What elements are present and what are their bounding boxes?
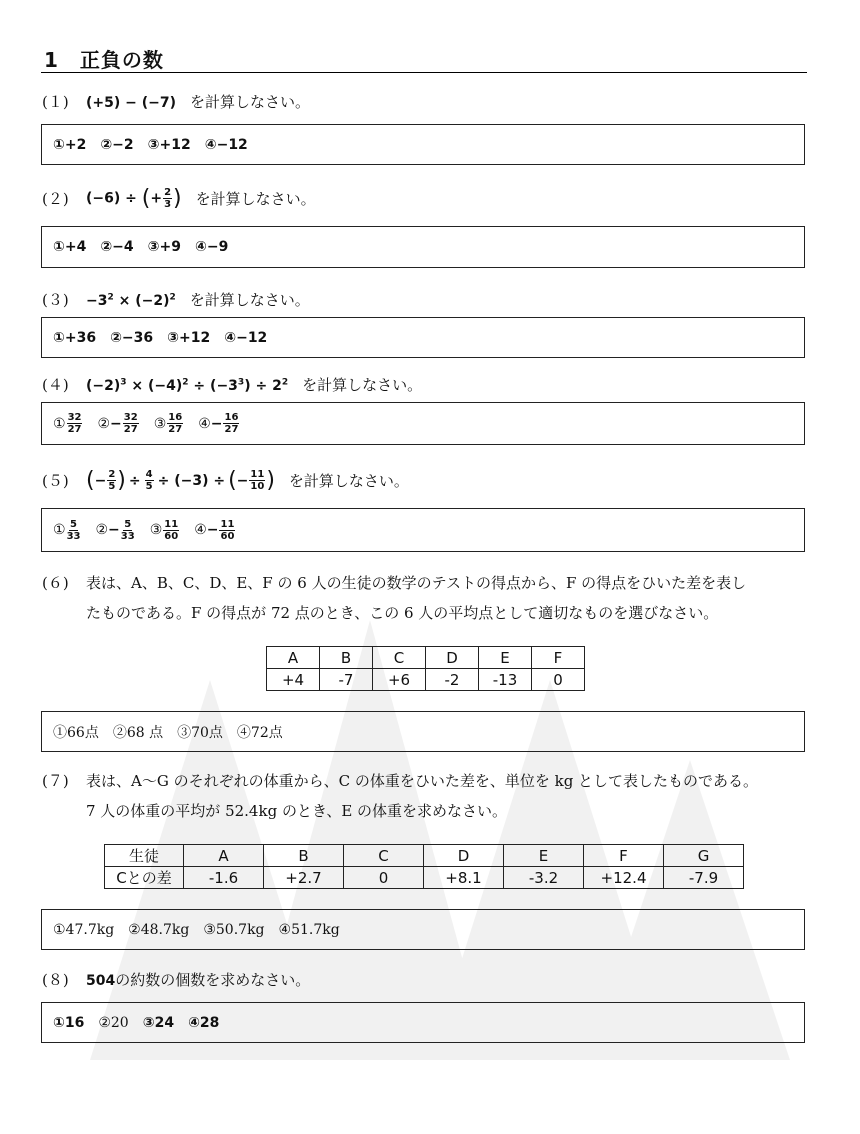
- q8-option-4[interactable]: ④28: [188, 1014, 220, 1031]
- q5-answer-box: [41, 508, 805, 552]
- q6-option-3[interactable]: ③70点: [177, 724, 223, 741]
- q5-option-1[interactable]: ① $\frac{5}{33}$: [53, 518, 81, 542]
- q8-answer-box: [41, 1002, 805, 1043]
- q7-answer-box: [41, 909, 805, 950]
- q1-answer-box: [41, 124, 805, 165]
- q7-option-2[interactable]: ②48.7kg: [128, 921, 190, 938]
- q3-expression: $-3^2 \times (-2)^2$: [86, 292, 176, 309]
- question-5: (５) ( − $\frac{2}{5}$ ) ÷ $\frac{4}{5}$ ÷ (−3) ÷ ( − $\frac{11}{10}$ ) を計算しなさい。: [42, 468, 409, 493]
- q3-answer-box: [41, 317, 805, 358]
- question-7: (７) 表は、A～G のそれぞれの体重から、C の体重をひいた差を、単位を kg として表したものである。 7 人の体重の平均が 52.4kg のとき、E の体重を求めなさい。: [42, 766, 812, 826]
- q6-option-2[interactable]: ②68 点: [112, 724, 164, 741]
- q7-option-3[interactable]: ③50.7kg: [203, 921, 265, 938]
- question-3: $(3) -3^2 \times (-2)^2$ を計算しなさい。: [42, 291, 310, 309]
- q8-option-2[interactable]: ②20: [98, 1014, 129, 1031]
- q6-score-table: [266, 646, 585, 691]
- q2-expression: (−6) ÷ (+ $\frac{2}{3}$ ): [86, 186, 182, 211]
- table-row: A B C D E F: [267, 647, 585, 669]
- q7-option-4[interactable]: ④51.7kg: [278, 921, 340, 938]
- q6-text-line2: たものである。F の得点が 72 点のとき、この 6 人の平均点として適切なものを選びなさい。: [86, 604, 719, 622]
- q1-option-1[interactable]: ①+2: [53, 136, 87, 153]
- q2-option-2[interactable]: ②−4: [100, 239, 134, 255]
- q4-option-3[interactable]: ③ $\frac{16}{27}$: [153, 412, 183, 435]
- q7-text-line2: 7 人の体重の平均が 52.4kg のとき、E の体重を求めなさい。: [86, 802, 508, 820]
- q4-option-4[interactable]: ④ − $\frac{16}{27}$: [198, 412, 239, 435]
- q6-text-line1: 表は、A、B、C、D、E、F の 6 人の生徒の数学のテストの得点から、F の得点をひいた差を表し: [86, 574, 747, 592]
- q7-option-1[interactable]: ①47.7kg: [53, 921, 115, 938]
- q3-option-2[interactable]: ②−36: [110, 329, 154, 346]
- question-1: (１) (+5) − (−7) を計算しなさい。: [42, 93, 311, 111]
- q8-option-1[interactable]: ①16: [53, 1014, 85, 1031]
- q3-option-1[interactable]: ①+36: [53, 329, 97, 346]
- q4-option-2[interactable]: ② − $\frac{32}{27}$: [97, 412, 138, 435]
- q4-option-1[interactable]: ① $\frac{32}{27}$: [53, 412, 82, 435]
- question-6: (６) 表は、A、B、C、D、E、F の 6 人の生徒の数学のテストの得点から、F の得点をひいた差を表し たものである。F の得点が 72 点のとき、この 6 人の平均点として適切なものを選びなさい。: [42, 568, 812, 628]
- table-row: Cとの差 -1.6 +2.7 0 +8.1 -3.2 +12.4 -7.9: [105, 867, 744, 889]
- q2-option-4[interactable]: ④−9: [194, 239, 229, 255]
- q5-option-3[interactable]: ③ $\frac{11}{60}$: [149, 518, 179, 542]
- q4-expression: $(-2)^3 \times (-4)^2 \div (-3^3) \div 2^2$: [86, 377, 289, 394]
- q2-answer-box: [41, 226, 805, 268]
- q1-option-2[interactable]: ②−2: [100, 136, 134, 153]
- question-8: (８) 504の約数の個数を求めなさい。: [42, 971, 311, 989]
- section-title: 1 正負の数: [44, 48, 164, 72]
- q1-option-4[interactable]: ④−12: [204, 136, 248, 153]
- q5-expression: ( − $\frac{2}{5}$ ) ÷ $\frac{4}{5}$ ÷ (−3) ÷ ( − $\frac{11}{10}$ ): [86, 468, 275, 493]
- q1-expression: (+5) − (−7): [86, 95, 177, 111]
- q6-answer-box: [41, 711, 805, 752]
- q8-option-3[interactable]: ③24: [142, 1014, 175, 1031]
- q6-option-4[interactable]: ④72点: [236, 724, 283, 741]
- q6-option-1[interactable]: ①66点: [53, 724, 99, 741]
- q3-option-3[interactable]: ③+12: [167, 329, 211, 346]
- q4-answer-box: [41, 402, 805, 445]
- table-row: +4 -7 +6 -2 -13 0: [267, 669, 585, 691]
- q7-text-line1: 表は、A～G のそれぞれの体重から、C の体重をひいた差を、単位を kg として表したものである。: [86, 772, 759, 790]
- q1-option-3[interactable]: ③+12: [147, 136, 191, 153]
- q5-option-2[interactable]: ② − $\frac{5}{33}$: [95, 518, 135, 542]
- q3-option-4[interactable]: ④−12: [224, 329, 268, 346]
- q7-weight-table: [104, 844, 744, 889]
- q5-option-4[interactable]: ④ − $\frac{11}{60}$: [194, 518, 235, 542]
- question-2: (２) (−6) ÷ (+ $\frac{2}{3}$ ) を計算しなさい。: [42, 186, 316, 211]
- q2-option-1[interactable]: ①+4: [53, 239, 87, 255]
- table-row: 生徒 A B C D E F G: [105, 845, 744, 867]
- q2-option-3[interactable]: ③+9: [147, 239, 181, 255]
- question-4: (４) $(-2)^3 \times (-4)^2 \div (-3^3) \div 2^2$ を計算しなさい。: [42, 376, 423, 394]
- title-divider: [41, 72, 807, 73]
